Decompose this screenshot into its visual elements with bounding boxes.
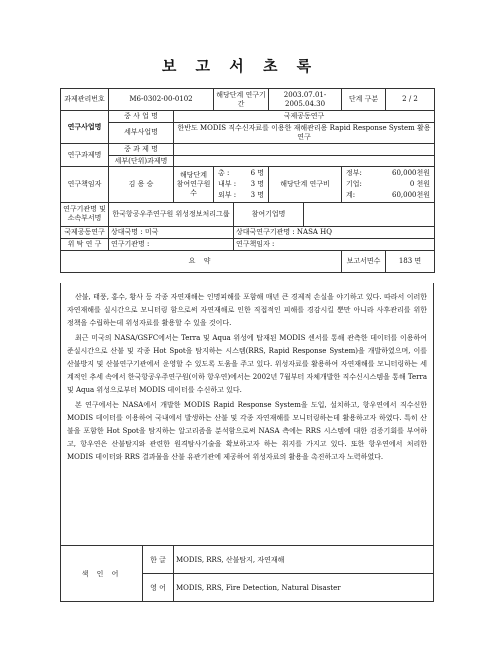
stage-label: 단계 구분	[342, 89, 386, 111]
staff-total-label: 총 :	[218, 169, 230, 178]
keywords-ko-label: 한 글	[143, 546, 174, 574]
intl-partner-org: 상대국연구기관명 : NASA HQ	[234, 226, 435, 238]
keywords-en: MODIS, RRS, Fire Detection, Natural Disaster	[174, 574, 434, 602]
cost-sum-label: 계:	[346, 190, 356, 199]
header-row	[61, 89, 435, 111]
org-value: 한국항공우주연구원 위성정보처리그룹	[109, 202, 234, 226]
summary-body	[60, 283, 434, 545]
project-no-label: 과제관리번호	[61, 89, 109, 111]
consign-org: 연구기관명 :	[109, 238, 234, 250]
staff-counts	[214, 167, 269, 202]
task-main-value	[174, 143, 435, 155]
org-label: 연구기관명 및 소속부서명	[61, 202, 109, 226]
program-main-value: 국제공동연구	[174, 111, 435, 123]
report-title: 보 고 서 초 록	[161, 57, 319, 75]
program-main-row	[61, 111, 435, 123]
program-label: 연구사업명	[61, 111, 109, 144]
task-sub-row	[61, 155, 435, 167]
researcher-label: 연구책임자	[61, 167, 109, 202]
pages-label: 보고서면수	[342, 250, 386, 272]
intl-country: 상대국명 : 미국	[109, 226, 234, 238]
summary-paragraph: 최근 미국의 NASA/GSFC에서는 Terra 및 Aqua 위성에 탑재된 MODIS 센서를 통해 관측한 데이터를 이용하여 준실시간으로 산불 및 각종 Hot Spot을 탐지하는 시스템(RRS, Rapid Response System)을 개발하였으며, 이를 산불방지 및 산불연구기관에서 운영할 수 있도록 도움을 주고 있다. 위성자료를 활용하여 자연재해를 모니터링하는 세계적인 추세 속에서 한국항공우주연구원(이하 항우연)에서는 2002년 7월부터 자체개발한 직수신시스템을 통해 Terra 및 Aqua 위성으로부터 MODIS 데이터를 수신하고 있다.	[67, 334, 427, 394]
partner-label: 참여기업명	[234, 202, 304, 226]
report-info-table	[60, 88, 435, 273]
staff-internal-label: 내부 :	[218, 180, 237, 188]
staff-total: 6 명	[250, 169, 265, 178]
keywords-ko-row	[61, 546, 434, 574]
partner-value	[304, 202, 435, 226]
researcher-name: 김 용 승	[109, 167, 174, 202]
stage-value: 2 / 2	[386, 89, 435, 111]
cost-gov-label: 정부:	[346, 169, 362, 178]
task-main-row	[61, 143, 435, 155]
cost-sum: 60,000천원	[392, 190, 431, 199]
consign-lead: 연구책임자 :	[234, 238, 435, 250]
summary-paragraph: 본 연구에서는 NASA에서 개발한 MODIS Rapid Response System을 도입, 설치하고, 항우연에서 직수신한 MODIS 데이터를 이용하여 국내에서 발생하는 산불 및 각종 자연재해를 모니터링하는데 활용하고자 하였다. 특히 산불을 포함한 Hot Spot을 탐지하는 알고리즘을 분석함으로써 NASA 측에는 RRS 시스템에 대한 검증기회를 부여하고, 항우연은 산불탐지와 관련한 원격탐사기술을 확보하고자 하는 취지를 가지고 있다. 또한 항우연에서 처리한 MODIS 데이터와 RRS 결과물을 산불 유관기관에 제공하여 위성자료의 활용을 촉진하고자 노력하였다.	[67, 401, 427, 461]
consign-row	[61, 238, 435, 250]
cost-values	[342, 167, 435, 202]
cost-corp-label: 기업:	[346, 180, 362, 188]
staff-external-label: 외부 :	[218, 190, 237, 199]
task-label: 연구과제명	[61, 143, 109, 167]
program-main-label: 중 사 업 명	[109, 111, 174, 123]
org-row	[61, 202, 435, 226]
researcher-row	[61, 167, 435, 202]
staff-label: 해당단계 참여연구원수	[174, 167, 214, 202]
program-sub-row	[61, 122, 435, 143]
task-main-label: 중 과 제 명	[109, 143, 174, 155]
cost-label: 해당단계 연구비	[269, 167, 342, 202]
project-no: M6-0302-00-0102	[109, 89, 214, 111]
intl-row	[61, 226, 435, 238]
cost-corp: 0 천원	[409, 180, 431, 188]
summary-header-row	[61, 250, 435, 272]
program-sub-value: 한반도 MODIS 직수신자료를 이용한 재해관리용 Rapid Response System 활용연구	[174, 122, 435, 143]
period-label: 해당단계 연구기간	[214, 89, 269, 111]
summary-paragraph: 산불, 태풍, 홍수, 황사 등 각종 자연재해는 인명피해를 포함해 매년 큰 경제적 손실을 야기하고 있다. 따라서 이러한 자연재해를 실시간으로 모니터링 함으로써 자연재해로 인한 직접적인 피해를 경감시킬 뿐만 아니라 사후관리를 위한 정책을 수립하는데 위성자료를 활용할 수 있을 것이다.	[67, 293, 427, 327]
keywords-label: 색 인 어	[61, 546, 143, 602]
task-sub-value	[174, 155, 435, 167]
consign-label: 위 탁 연 구	[61, 238, 109, 250]
keywords-en-label: 영 어	[143, 574, 174, 602]
keywords-table	[60, 545, 434, 602]
pages-value: 183 면	[386, 250, 435, 272]
task-sub-label: 세부(단위)과제명	[109, 155, 174, 167]
staff-external: 3 명	[250, 190, 265, 199]
keywords-ko: MODIS, RRS, 산불탐지, 자연재해	[174, 546, 434, 574]
cost-gov: 60,000천원	[392, 169, 431, 178]
period-value: 2003.07.01-2005.04.30	[269, 89, 342, 111]
summary-label: 요 약	[61, 250, 342, 272]
staff-internal: 3 명	[250, 180, 265, 188]
program-sub-label: 세부사업명	[109, 122, 174, 143]
intl-label: 국제공동연구	[61, 226, 109, 238]
